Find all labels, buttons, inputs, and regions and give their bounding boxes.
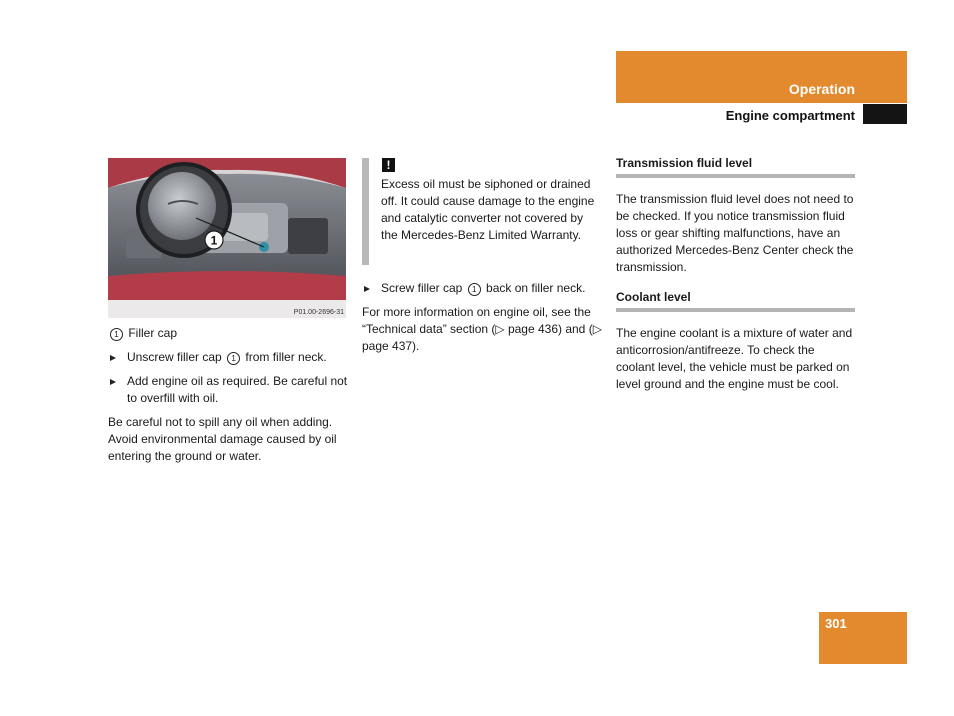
warning-text: Excess oil must be siphoned or drained off. It could cause damage to the engine and catalytic converter not covered by the Mercedes-Benz Limited Warranty. bbox=[381, 177, 595, 242]
page-number: 301 bbox=[825, 616, 847, 631]
left-column bbox=[108, 325, 348, 472]
step-number: 1 bbox=[227, 352, 240, 365]
exclamation-icon: ! bbox=[382, 158, 395, 172]
step-text-before: Screw filler cap bbox=[381, 281, 463, 295]
chapter-tab bbox=[616, 51, 907, 103]
transmission-paragraph: The transmission fluid level does not need to be checked. If you notice transmission fluid loss or gear shifting malfunctions, have an authorized Mercedes-Benz Center check the transmission. bbox=[616, 192, 854, 274]
page-number-tab bbox=[819, 612, 907, 664]
step-text-before: Unscrew filler cap bbox=[127, 350, 222, 364]
chapter-title: Operation bbox=[788, 81, 855, 97]
bullet-triangle-icon bbox=[364, 286, 370, 292]
right-column bbox=[616, 155, 856, 406]
step-text-after: from filler neck. bbox=[245, 350, 327, 364]
spill-caution-paragraph: Be careful not to spill any oil when adding. Avoid environmental damage caused by oil entering the ground or water. bbox=[108, 415, 337, 463]
step-number: 1 bbox=[468, 283, 481, 296]
figure-legend bbox=[108, 325, 348, 342]
coolant-heading: Coolant level bbox=[616, 289, 855, 312]
transmission-heading: Transmission fluid level bbox=[616, 155, 855, 178]
section-title: Engine compartment bbox=[725, 108, 855, 123]
bullet-triangle-icon bbox=[110, 355, 116, 361]
coolant-paragraph: The engine coolant is a mixture of water and anticorrosion/antifreeze. To check the coolant level, the vehicle must be parked on level ground and the engine must be cool. bbox=[616, 326, 853, 391]
engine-photo-illustration bbox=[108, 158, 346, 318]
bullet-triangle-icon bbox=[110, 379, 116, 385]
instruction-step-screw-back bbox=[362, 280, 602, 297]
instruction-step-add-oil bbox=[108, 373, 348, 407]
section-header bbox=[616, 104, 907, 124]
more-info-paragraph: For more information on engine oil, see the “Technical data” section (▷ page 436) and (▷ page 437). bbox=[362, 305, 602, 353]
section-marker-block bbox=[863, 104, 907, 124]
instruction-step-unscrew bbox=[108, 349, 348, 366]
warning-box bbox=[362, 158, 602, 265]
warning-side-bar bbox=[362, 158, 369, 265]
step-text-after: back on filler neck. bbox=[486, 281, 586, 295]
legend-number: 1 bbox=[110, 328, 123, 341]
figure-code: P01.00-2696-31 bbox=[293, 309, 344, 316]
step-text: Add engine oil as required. Be careful not to overfill with oil. bbox=[127, 374, 348, 405]
middle-column bbox=[362, 280, 602, 362]
legend-text: Filler cap bbox=[128, 326, 178, 340]
engine-compartment-photo bbox=[108, 158, 346, 318]
figure-callout-number: 1 bbox=[210, 233, 218, 248]
